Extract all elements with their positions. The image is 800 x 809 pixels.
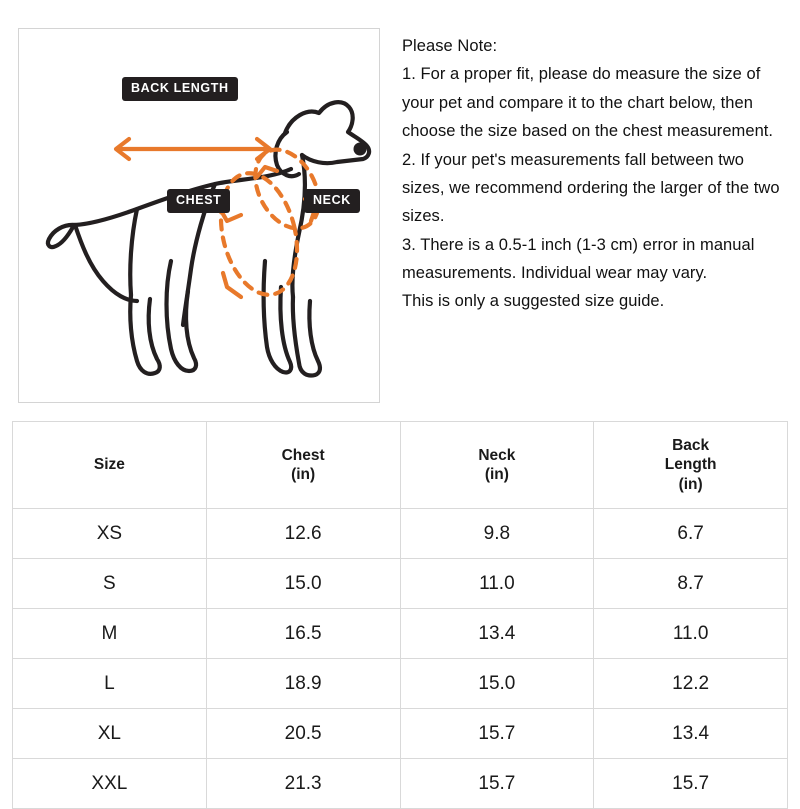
cell-neck: 15.7 [400,759,594,809]
cell-neck: 15.0 [400,659,594,709]
cell-back: 15.7 [594,759,788,809]
cell-size: XL [13,709,207,759]
cell-back: 13.4 [594,709,788,759]
table-row [13,659,788,709]
header-back-line2: Length [664,456,717,474]
table-row [13,759,788,809]
cell-chest: 16.5 [206,609,400,659]
cell-neck: 9.8 [400,509,594,559]
cell-chest: 20.5 [206,709,400,759]
cell-back: 8.7 [594,559,788,609]
cell-size: XXL [13,759,207,809]
notes-heading: Please Note: [402,37,498,55]
note-line-4: This is only a suggested size guide. [402,292,665,311]
table-header-row [13,422,788,509]
header-size-line1: Size [93,456,125,474]
cell-back: 6.7 [594,509,788,559]
header-back-line1: Back [672,436,710,454]
label-back-length: BACK LENGTH [122,77,238,101]
size-chart-table [12,421,788,809]
cell-size: L [13,659,207,709]
cell-chest: 18.9 [206,659,400,709]
dog-measurement-diagram [18,28,380,403]
cell-back: 12.2 [594,659,788,709]
cell-chest: 12.6 [206,509,400,559]
header-neck-line2: (in) [484,466,509,483]
cell-size: XS [13,509,207,559]
note-line-2: 2. If your pet's measurements fall between two sizes, we recommend ordering the larger of the two sizes. [402,150,780,226]
note-line-3: 3. There is a 0.5-1 inch (1-3 cm) error in manual measurements. Individual wear may vary. [402,235,755,282]
cell-neck: 11.0 [400,559,594,609]
header-back-line3: (in) [678,475,703,493]
cell-back: 11.0 [594,609,788,659]
notes-section [380,28,782,403]
header-chest-line1: Chest [281,446,325,464]
cell-neck: 13.4 [400,609,594,659]
note-line-1: 1. For a proper fit, please do measure the size of your pet and compare it to the chart below, then choose the size based on the chest measurement. [402,65,774,141]
header-chest [206,422,400,509]
size-chart-table-wrapper [12,421,788,809]
table-header [13,422,788,509]
header-neck [400,422,594,509]
cell-chest: 15.0 [206,559,400,609]
table-body [13,509,788,809]
cell-chest: 21.3 [206,759,400,809]
label-neck: NECK [304,189,360,213]
header-neck-line1: Neck [478,446,516,464]
header-back-length [594,422,788,509]
top-section [0,0,800,403]
table-row [13,559,788,609]
cell-neck: 15.7 [400,709,594,759]
cell-size: S [13,559,207,609]
table-row [13,709,788,759]
table-row [13,509,788,559]
cell-size: M [13,609,207,659]
label-chest: CHEST [167,189,230,213]
table-row [13,609,788,659]
header-size [13,422,207,509]
header-chest-line2: (in) [291,466,316,483]
